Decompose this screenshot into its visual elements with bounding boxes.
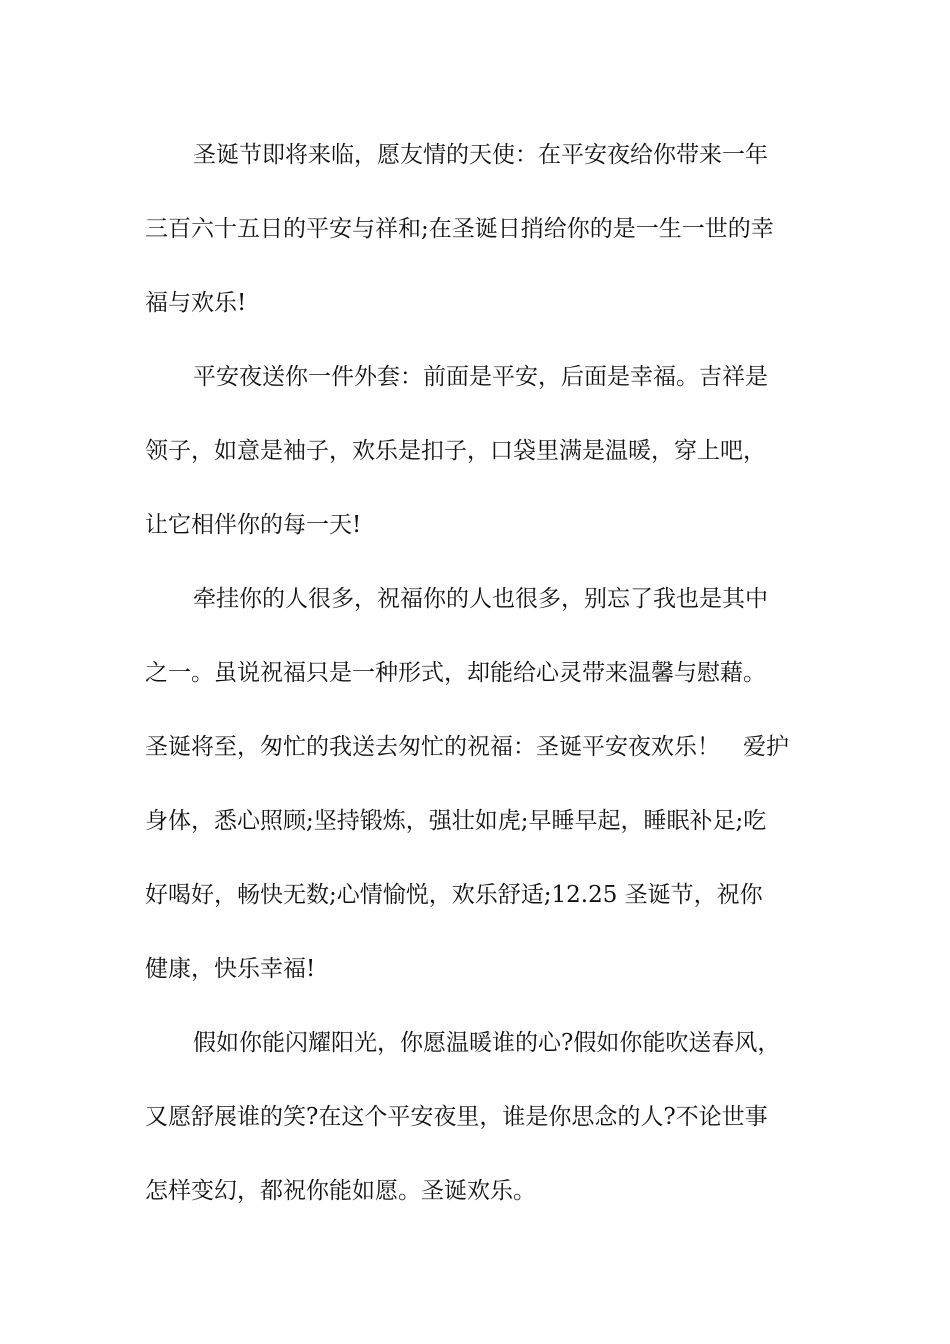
paragraph-3-line-3: 圣诞将至，匆忙的我送去匆忙的祝福：圣诞平安夜欢乐！ 爱护	[145, 734, 789, 760]
paragraph-2-line-2: 领子，如意是袖子，欢乐是扣子，口袋里满是温暖，穿上吧，	[145, 438, 766, 464]
paragraph-3-line-4: 身体，悉心照顾;坚持锻炼，强壮如虎;早睡早起，睡眠补足;吃	[145, 808, 767, 834]
paragraph-4-line-1: 假如你能闪耀阳光，你愿温暖谁的心?假如你能吹送春风，	[193, 1030, 781, 1056]
paragraph-1-line-1: 圣诞节即将来临，愿友情的天使：在平安夜给你带来一年	[193, 142, 768, 168]
paragraph-4-line-2: 又愿舒展谁的笑?在这个平安夜里，谁是你思念的人?不论世事	[145, 1104, 768, 1130]
paragraph-3-line-6: 健康，快乐幸福!	[145, 956, 316, 982]
paragraph-1-line-2: 三百六十五日的平安与祥和;在圣诞日捎给你的是一生一世的幸	[145, 216, 774, 242]
paragraph-3-line-2: 之一。虽说祝福只是一种形式，却能给心灵带来温馨与慰藉。	[145, 660, 766, 686]
paragraph-1-line-3: 福与欢乐!	[145, 290, 247, 316]
paragraph-2-line-3: 让它相伴你的每一天!	[145, 512, 362, 538]
paragraph-2-line-1: 平安夜送你一件外套：前面是平安，后面是幸福。吉祥是	[193, 364, 768, 390]
document-body	[145, 118, 810, 1228]
paragraph-4-line-3: 怎样变幻，都祝你能如愿。圣诞欢乐。	[145, 1178, 536, 1204]
paragraph-3-line-5: 好喝好，畅快无数;心情愉悦，欢乐舒适;12.25 圣诞节，祝你	[145, 882, 763, 908]
paragraph-3-line-1: 牵挂你的人很多，祝福你的人也很多，别忘了我也是其中	[193, 586, 768, 612]
